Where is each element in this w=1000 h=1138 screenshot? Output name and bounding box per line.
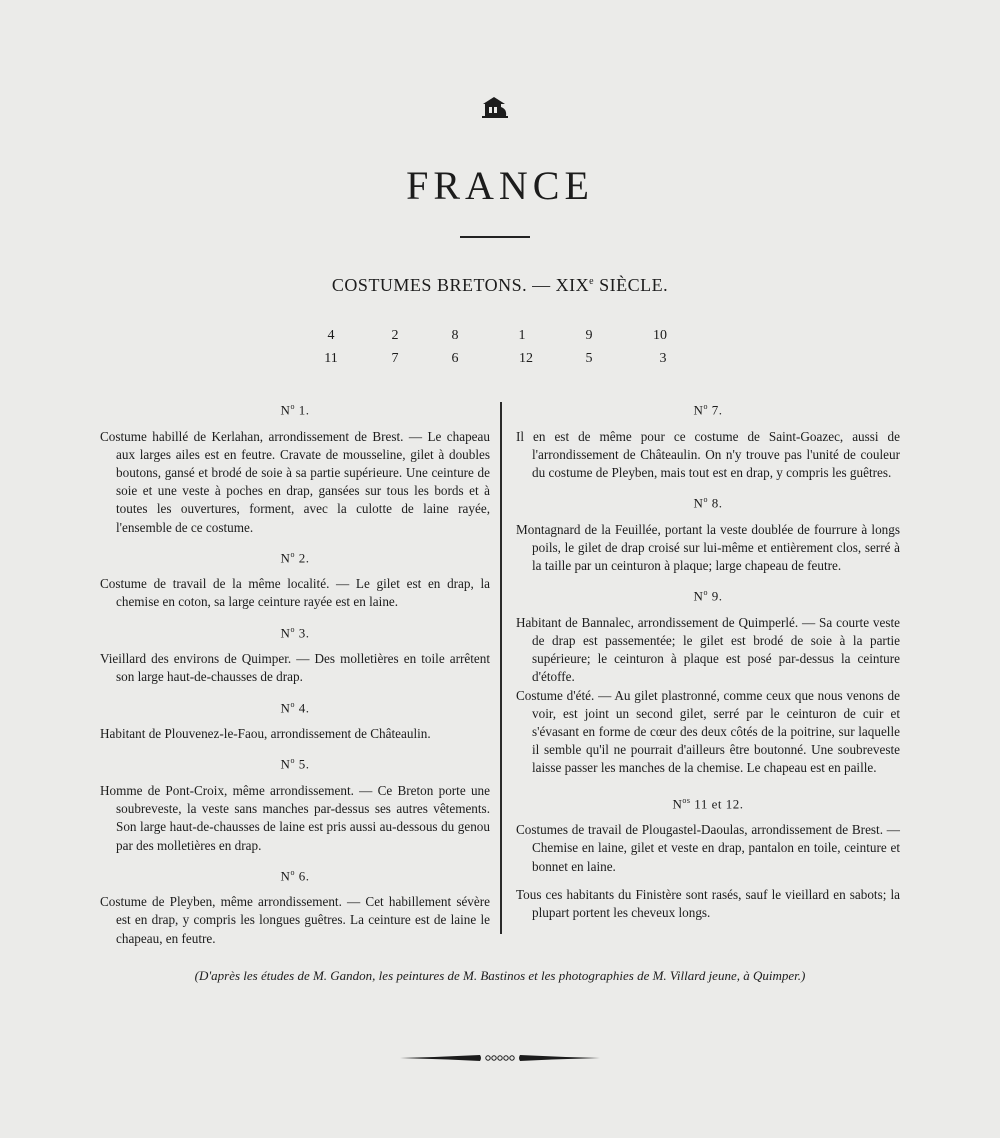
entry-2 [100, 546, 490, 612]
entry-4 [100, 696, 490, 744]
entry-heading: $N^o$ 5. [280, 756, 310, 772]
entry-text: Vieillard des environs de Quimper. — Des molletières en toile arrêtent son large haut-de-chausses de drap. [100, 651, 490, 685]
figure-index-number: 5 [585, 351, 593, 366]
entry-6 [100, 864, 490, 948]
entry-3 [100, 621, 490, 687]
entry-heading: $N^o$ 7. [693, 402, 723, 418]
entry-heading: $N^o$ 6. [280, 867, 310, 884]
page-subtitle: COSTUMES BRETONS. — XIXe SIÈCLE. [331, 275, 669, 295]
figure-index-number: 1 [518, 328, 526, 343]
figure-index-number: 10 [653, 328, 667, 343]
entry-text: Costume de Pleyben, même arrondissement. — Cet habillement sévère est en drap, y compris les longues guêtres. La ceinture est de laine le chapeau, en feutre. [100, 894, 490, 946]
right-column [516, 398, 900, 931]
entry-heading: $N^{os}$ 11 et 12. [672, 795, 744, 811]
entry-text: Costume habillé de Kerlahan, arrondissement de Brest. — Le chapeau aux larges ailes est en feutre. Cravate de mousseline, gilet à doubles boutons, gansé et brodé de soie à sa partie supérieure. Une ceinture de soie et une veste à poches en drap, gansées sur tous les bords et à toutes les ouvertures, forment, avec la culotte de laine rayée, l'ensemble de ce costume. [100, 428, 490, 535]
figure-index-number: 12 [519, 351, 533, 366]
figure-index-row-2 [0, 351, 1000, 371]
entry-text: Il en est de même pour ce costume de Saint-Goazec, aussi de l'arrondissement de Châteaulin. On n'y trouve pas l'unité de couleur du costume de Pleyben, mais tout est en drap, y compris les guêtres. [516, 428, 900, 480]
left-column [100, 398, 490, 957]
entry-heading: $N^o$ 9. [693, 588, 723, 604]
page-title: FRANCE [406, 163, 594, 208]
entry-text: Montagnard de la Feuillée, portant la veste doublée de fourrure à longs poils, le gilet de drap croisé sur lui-même et entièrement clos, serré à la taille par un ceinturon à plaque; large chapeau de feutre. [516, 521, 900, 574]
entry-text: Habitant de Bannalec, arrondissement de Quimperlé. — Sa courte veste de drap est passementée; le gilet est brodé de soie à la partie supérieure; le ceinturon à plaque est posé par-dessus la ceinture d'étoffe. [516, 614, 900, 685]
entry-text: Costume d'été. — Au gilet plastronné, comme ceux que nous venons de voir, est joint un second gilet, serré par le ceinturon de cuir et s'évasant en forme de cœur des deux côtés de la poitrine, sur laquelle il semble qu'il ne pourrait d'ailleurs être boutonné. Une soubreveste laisse passer les manches de la chemise. Le chapeau est en paille. [516, 687, 900, 776]
entry-text: Costumes de travail de Plougastel-Daoulas, arrondissement de Brest. — Chemise en laine, gilet et veste en drap, pantalon en toile, ceinture et bonnet en laine. [516, 822, 900, 874]
tailpiece-ornament-icon [400, 1048, 600, 1068]
figure-index-number: 3 [659, 351, 667, 366]
entry-text: Habitant de Plouvenez-le-Faou, arrondissement de Châteaulin. [100, 726, 431, 742]
figure-index-number: 8 [451, 328, 459, 343]
source-footnote: (D'après les études de M. Gandon, les peintures de M. Bastinos et les photographies de M. Villard jeune, à Quimper.) [194, 968, 806, 983]
entry-text: Homme de Pont-Croix, même arrondissement. — Ce Breton porte une soubreveste, la veste sans manches par-dessus ses autres vêtements. Son large haut-de-chausses de laine est pris aussi au-dessous du genou par des molletières en drap. [100, 782, 490, 853]
entry-8 [516, 491, 900, 575]
figure-index-number: 11 [324, 351, 338, 366]
entry-heading: $N^o$ 4. [280, 699, 310, 715]
figure-index-number: 9 [585, 328, 593, 343]
figure-index-number: 4 [327, 328, 335, 343]
entry-heading: $N^o$ 2. [280, 549, 310, 566]
column-divider [500, 402, 502, 934]
entry-text: Tous ces habitants du Finistère sont rasés, sauf le vieillard en sabots; la plupart portent les cheveux longs. [516, 886, 900, 920]
figure-index-number: 2 [391, 328, 399, 343]
figure-index-number: 6 [451, 351, 459, 366]
entry-5 [100, 752, 490, 854]
entry-11-12 [516, 792, 900, 923]
entry-7 [516, 398, 900, 482]
figure-index-number: 7 [391, 351, 399, 366]
figure-index-row-1 [0, 328, 1000, 348]
entry-heading: $N^o$ 1. [280, 402, 310, 418]
printer-mark-icon [480, 95, 510, 121]
entry-heading: $N^o$ 3. [280, 624, 310, 641]
entry-9 [516, 584, 900, 777]
entry-text: Costume de travail de la même localité. — Le gilet est en drap, la chemise en coton, sa large ceinture rayée est en laine. [100, 576, 490, 610]
title-rule [460, 236, 530, 238]
entry-heading: $N^o$ 8. [693, 495, 723, 511]
entry-1 [100, 398, 490, 537]
